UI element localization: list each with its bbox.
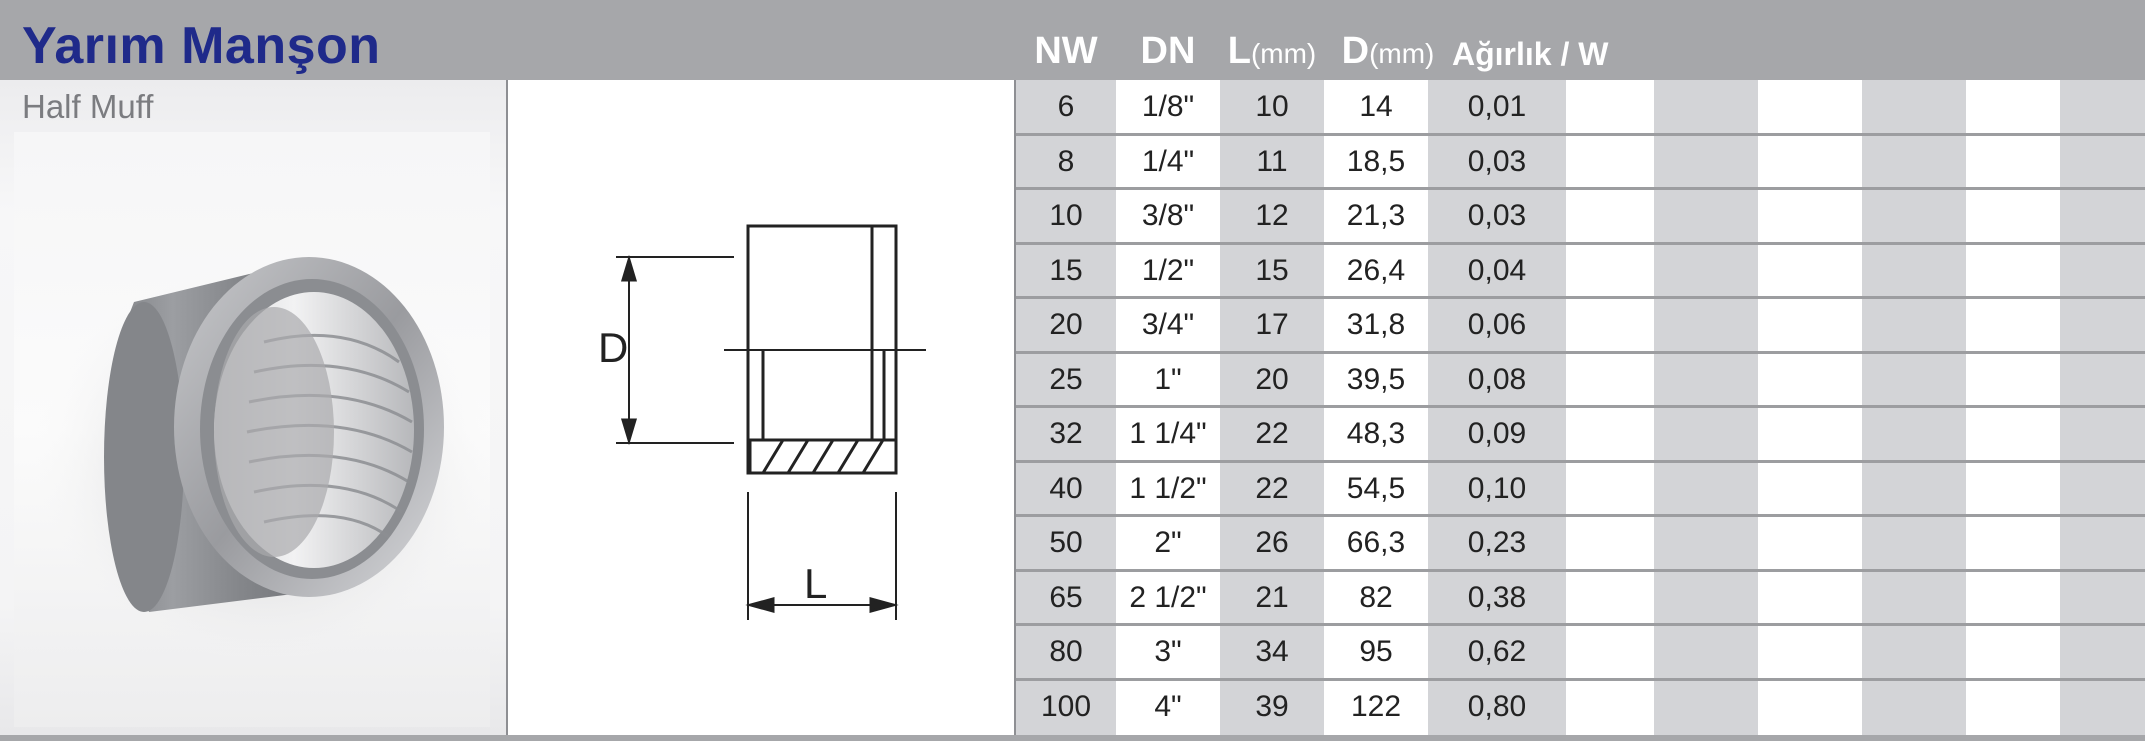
cell-d: 66,3	[1346, 526, 1406, 559]
cell-nw: 15	[1049, 253, 1083, 287]
dimension-table	[1016, 0, 2145, 741]
product-panel	[0, 80, 508, 735]
cell-nw: 100	[1040, 689, 1092, 723]
dimension-l-label: L	[804, 560, 828, 607]
row-divider	[1016, 242, 2145, 245]
cell-dn: 1"	[1154, 362, 1182, 396]
cell-l: 22	[1255, 471, 1289, 505]
cell-dn: 4"	[1154, 689, 1182, 723]
cell-w: 0,03	[1467, 199, 1527, 232]
dimension-d-label: D	[598, 324, 629, 371]
cell-l: 20	[1255, 362, 1289, 396]
table-row	[1016, 407, 2145, 459]
page-title: Yarım Manşon	[22, 17, 381, 75]
cell-w: 0,08	[1467, 362, 1527, 396]
cell-l: 21	[1255, 580, 1289, 614]
table-row	[1016, 680, 2145, 732]
subtitle: Half Muff	[22, 88, 154, 125]
table-row	[1016, 353, 2145, 405]
cell-w: 0,09	[1467, 417, 1527, 450]
header-d: D(mm)	[1341, 30, 1435, 72]
cell-dn: 1 1/2"	[1129, 471, 1207, 505]
row-divider	[1016, 514, 2145, 517]
header-nw: NW	[1034, 30, 1098, 72]
row-divider	[1016, 405, 2145, 408]
header-l: L(mm)	[1227, 30, 1317, 72]
cell-dn: 3/8"	[1141, 199, 1195, 232]
cell-w: 0,04	[1467, 253, 1527, 287]
cell-nw: 65	[1049, 580, 1083, 614]
cell-nw: 8	[1057, 144, 1075, 178]
table-row	[1016, 571, 2145, 623]
cell-d: 14	[1359, 90, 1393, 123]
row-divider	[1016, 351, 2145, 354]
half-muff-image	[14, 132, 490, 727]
bottom-bar	[0, 735, 2145, 741]
cell-l: 12	[1255, 199, 1289, 232]
row-divider	[1016, 623, 2145, 626]
cell-w: 0,03	[1467, 144, 1527, 178]
cell-nw: 25	[1049, 362, 1083, 396]
cell-dn: 2 1/2"	[1129, 580, 1207, 614]
cell-d: 82	[1359, 580, 1393, 614]
cell-nw: 50	[1049, 526, 1083, 559]
cell-l: 26	[1255, 526, 1289, 559]
cell-l: 11	[1256, 144, 1288, 178]
cell-w: 0,38	[1467, 580, 1527, 614]
cell-d: 122	[1350, 689, 1402, 723]
cell-dn: 2"	[1154, 526, 1182, 559]
cell-l: 22	[1255, 417, 1289, 450]
cell-l: 10	[1255, 90, 1289, 123]
table-row	[1016, 189, 2145, 241]
row-divider	[1016, 678, 2145, 681]
cell-nw: 32	[1049, 417, 1083, 450]
header-weight: Ağırlık / W	[1452, 36, 1609, 72]
row-divider	[1016, 296, 2145, 299]
cell-d: 48,3	[1346, 417, 1406, 450]
cell-d: 31,8	[1346, 308, 1406, 341]
table-row	[1016, 516, 2145, 568]
cell-d: 21,3	[1346, 199, 1406, 232]
cell-dn: 1/4"	[1141, 144, 1195, 178]
cell-l: 39	[1255, 689, 1289, 723]
cell-dn: 3"	[1154, 635, 1182, 668]
table-row	[1016, 135, 2145, 187]
cell-nw: 10	[1049, 199, 1083, 232]
table-row	[1016, 298, 2145, 350]
cell-d: 26,4	[1346, 253, 1406, 287]
header-dn: DN	[1140, 30, 1196, 72]
row-divider	[1016, 187, 2145, 190]
cell-nw: 40	[1049, 471, 1083, 505]
cell-dn: 1 1/4"	[1129, 417, 1207, 450]
table-row	[1016, 244, 2145, 296]
cell-dn: 3/4"	[1141, 308, 1195, 341]
table-row	[1016, 625, 2145, 677]
cell-dn: 1/8"	[1141, 90, 1195, 123]
row-divider	[1016, 133, 2145, 136]
cell-nw: 20	[1049, 308, 1083, 341]
cell-w: 0,23	[1467, 526, 1527, 559]
cell-nw: 6	[1057, 90, 1075, 123]
cell-dn: 1/2"	[1141, 253, 1195, 287]
table-row	[1016, 80, 2145, 132]
row-divider	[1016, 569, 2145, 572]
row-divider	[1016, 460, 2145, 463]
cell-w: 0,01	[1467, 90, 1527, 123]
technical-drawing	[508, 80, 1014, 735]
cell-w: 0,10	[1467, 471, 1527, 505]
cell-w: 0,06	[1467, 308, 1527, 341]
cell-d: 18,5	[1346, 144, 1406, 178]
cell-d: 39,5	[1346, 362, 1406, 396]
cell-d: 95	[1359, 635, 1393, 668]
cell-d: 54,5	[1346, 471, 1406, 505]
column-headers	[1016, 0, 2145, 80]
cell-l: 17	[1255, 308, 1289, 341]
cell-nw: 80	[1049, 635, 1083, 668]
table-row	[1016, 462, 2145, 514]
product-photo	[14, 132, 490, 727]
cell-w: 0,80	[1467, 689, 1527, 723]
cell-l: 34	[1255, 635, 1289, 668]
cell-w: 0,62	[1467, 635, 1527, 668]
technical-drawing-panel	[508, 80, 1016, 735]
cell-l: 15	[1255, 253, 1289, 287]
table-body	[1016, 80, 2145, 735]
